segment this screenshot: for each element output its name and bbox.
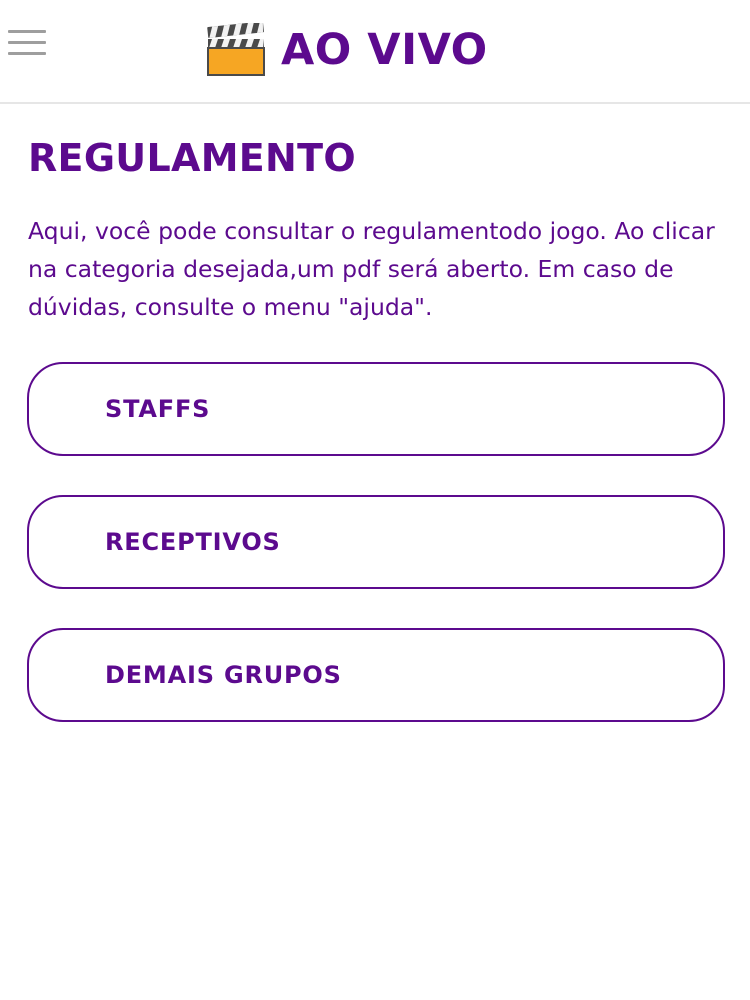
category-label: DEMAIS GRUPOS xyxy=(105,661,342,689)
category-button-staffs[interactable] xyxy=(27,362,725,456)
app-header xyxy=(0,0,750,104)
category-label: STAFFS xyxy=(105,395,211,423)
category-button-receptivos[interactable] xyxy=(27,495,725,589)
category-button-demais-grupos[interactable] xyxy=(27,628,725,722)
app-title: AO VIVO xyxy=(281,24,488,75)
page-description: Aqui, você pode consultar o regulamentodo jogo. Ao clicar na categoria desejada,um pdf será aberto. Em caso de dúvidas, consulte o menu "ajuda". xyxy=(28,217,715,321)
clapperboard-icon xyxy=(205,23,267,77)
brand-logo xyxy=(205,22,488,78)
page-title: REGULAMENTO xyxy=(28,136,356,180)
hamburger-menu-icon[interactable] xyxy=(8,30,46,58)
category-label: RECEPTIVOS xyxy=(105,528,281,556)
